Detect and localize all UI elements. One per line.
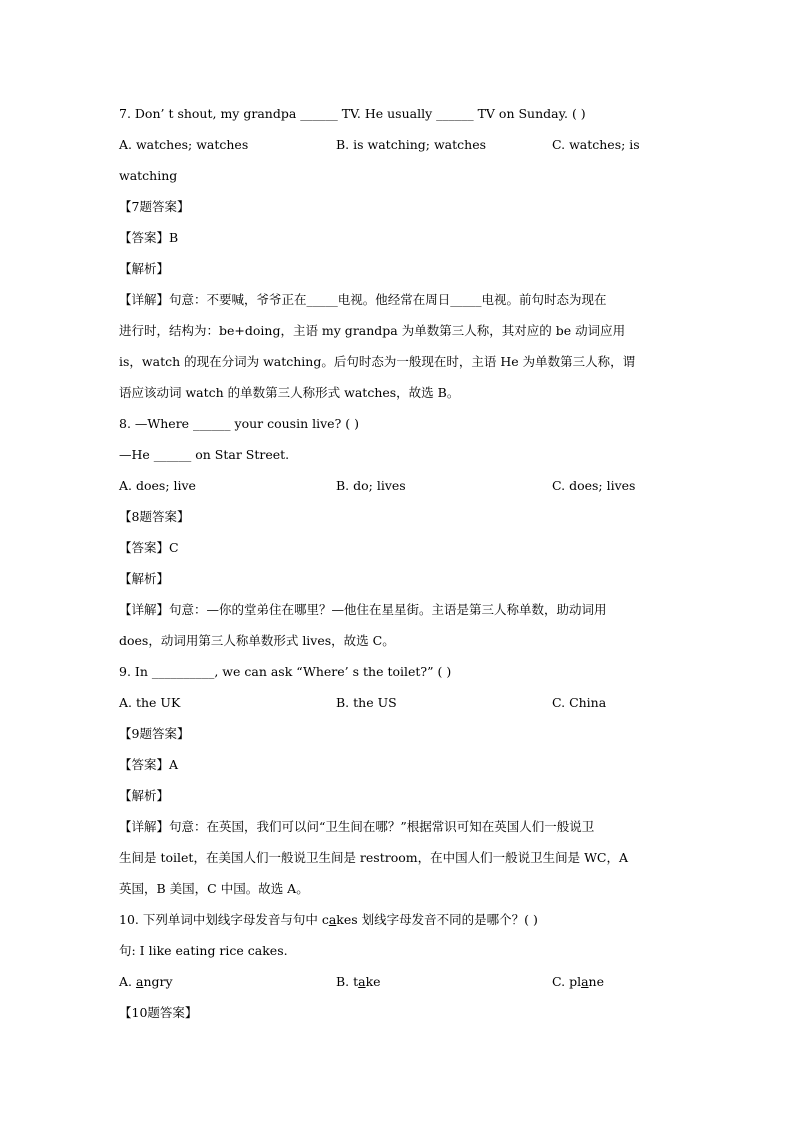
options-row <box>119 470 679 501</box>
text-line: 8. —Where ______ your cousin live? ( ) <box>119 416 359 431</box>
text-line: 7. Don’ t shout, my grandpa ______ TV. He usually ______ TV on Sunday. ( ) <box>119 106 586 121</box>
text-line: 【解析】 <box>119 261 170 276</box>
options-row <box>119 129 679 160</box>
text-segment: ke <box>365 974 381 989</box>
option-a: A. does; live <box>119 478 196 493</box>
text-line: 【解析】 <box>119 788 170 803</box>
text-line: 【7题答案】 <box>119 199 190 214</box>
text-line: 【答案】A <box>119 757 179 772</box>
option-c <box>552 966 604 997</box>
text-segment: A. <box>119 974 136 989</box>
text-segment: ne <box>588 974 604 989</box>
text-line: is，watch 的现在分词为 watching。后句时态为一般现在时，主语 He 为单数第三人称，谓 <box>119 354 636 369</box>
option-c: C. does; lives <box>552 478 636 493</box>
text-line: 【解析】 <box>119 571 170 586</box>
option-a: A. the UK <box>119 695 181 710</box>
option-b: B. is watching; watches <box>336 137 487 152</box>
text-line: 【详解】句意：在英国，我们可以问“卫生间在哪？”根据常识可知在英国人们一般说卫 <box>119 819 595 834</box>
text-line: 【8题答案】 <box>119 509 190 524</box>
text-line: —He ______ on Star Street. <box>119 447 290 462</box>
text-line: does，动词用第三人称单数形式 lives，故选 C。 <box>119 633 395 648</box>
text-line: 进行时，结构为：be+doing，主语 my grandpa 为单数第三人称，其对应的 be 动词应用 <box>119 323 626 338</box>
option-b: B. the US <box>336 695 397 710</box>
underlined-letter: a <box>135 974 144 989</box>
underlined-letter: a <box>328 912 337 927</box>
text-line: 【答案】B <box>119 230 179 245</box>
option-b <box>336 966 381 997</box>
underlined-letter: a <box>358 974 366 989</box>
text-line: 语应该动词 watch 的单数第三人称形式 watches，故选 B。 <box>119 385 460 400</box>
text-line: 英国，B 美国，C 中国。故选 A。 <box>119 881 309 896</box>
text-segment: 10. 下列单词中划线字母发音与句中 c <box>119 912 329 927</box>
text-line: 【10题答案】 <box>119 1005 198 1020</box>
option-a: A. watches; watches <box>119 137 249 152</box>
option-c: C. China <box>552 695 607 710</box>
option-c: C. watches; is <box>552 137 640 152</box>
options-row <box>119 687 679 718</box>
text-segment: kes 划线字母发音不同的是哪个？( ) <box>336 912 538 927</box>
text-line: 生间是 toilet，在美国人们一般说卫生间是 restroom，在中国人们一般说卫生间是 WC，A <box>119 850 629 865</box>
text-segment: ngry <box>143 974 173 989</box>
option-b: B. do; lives <box>336 478 406 493</box>
question-line <box>119 904 679 935</box>
option-a <box>119 966 173 997</box>
underlined-letter: a <box>581 974 589 989</box>
text-line: 【答案】C <box>119 540 179 555</box>
text-line: 【9题答案】 <box>119 726 190 741</box>
text-line: watching <box>119 168 178 183</box>
text-line: 9. In __________, we can ask “Where’ s the toilet?” ( ) <box>119 664 452 679</box>
text-line: 句: I like eating rice cakes. <box>119 943 288 958</box>
options-row <box>119 966 679 997</box>
text-segment: C. pl <box>552 974 582 989</box>
text-line: 【详解】句意：—你的堂弟住在哪里？—他住在星星街。主语是第三人称单数，助动词用 <box>119 602 607 617</box>
document-page <box>119 98 679 1028</box>
text-segment: B. t <box>336 974 359 989</box>
text-line: 【详解】句意：不要喊，爷爷正在_____电视。他经常在周日_____电视。前句时态为现在 <box>119 292 607 307</box>
